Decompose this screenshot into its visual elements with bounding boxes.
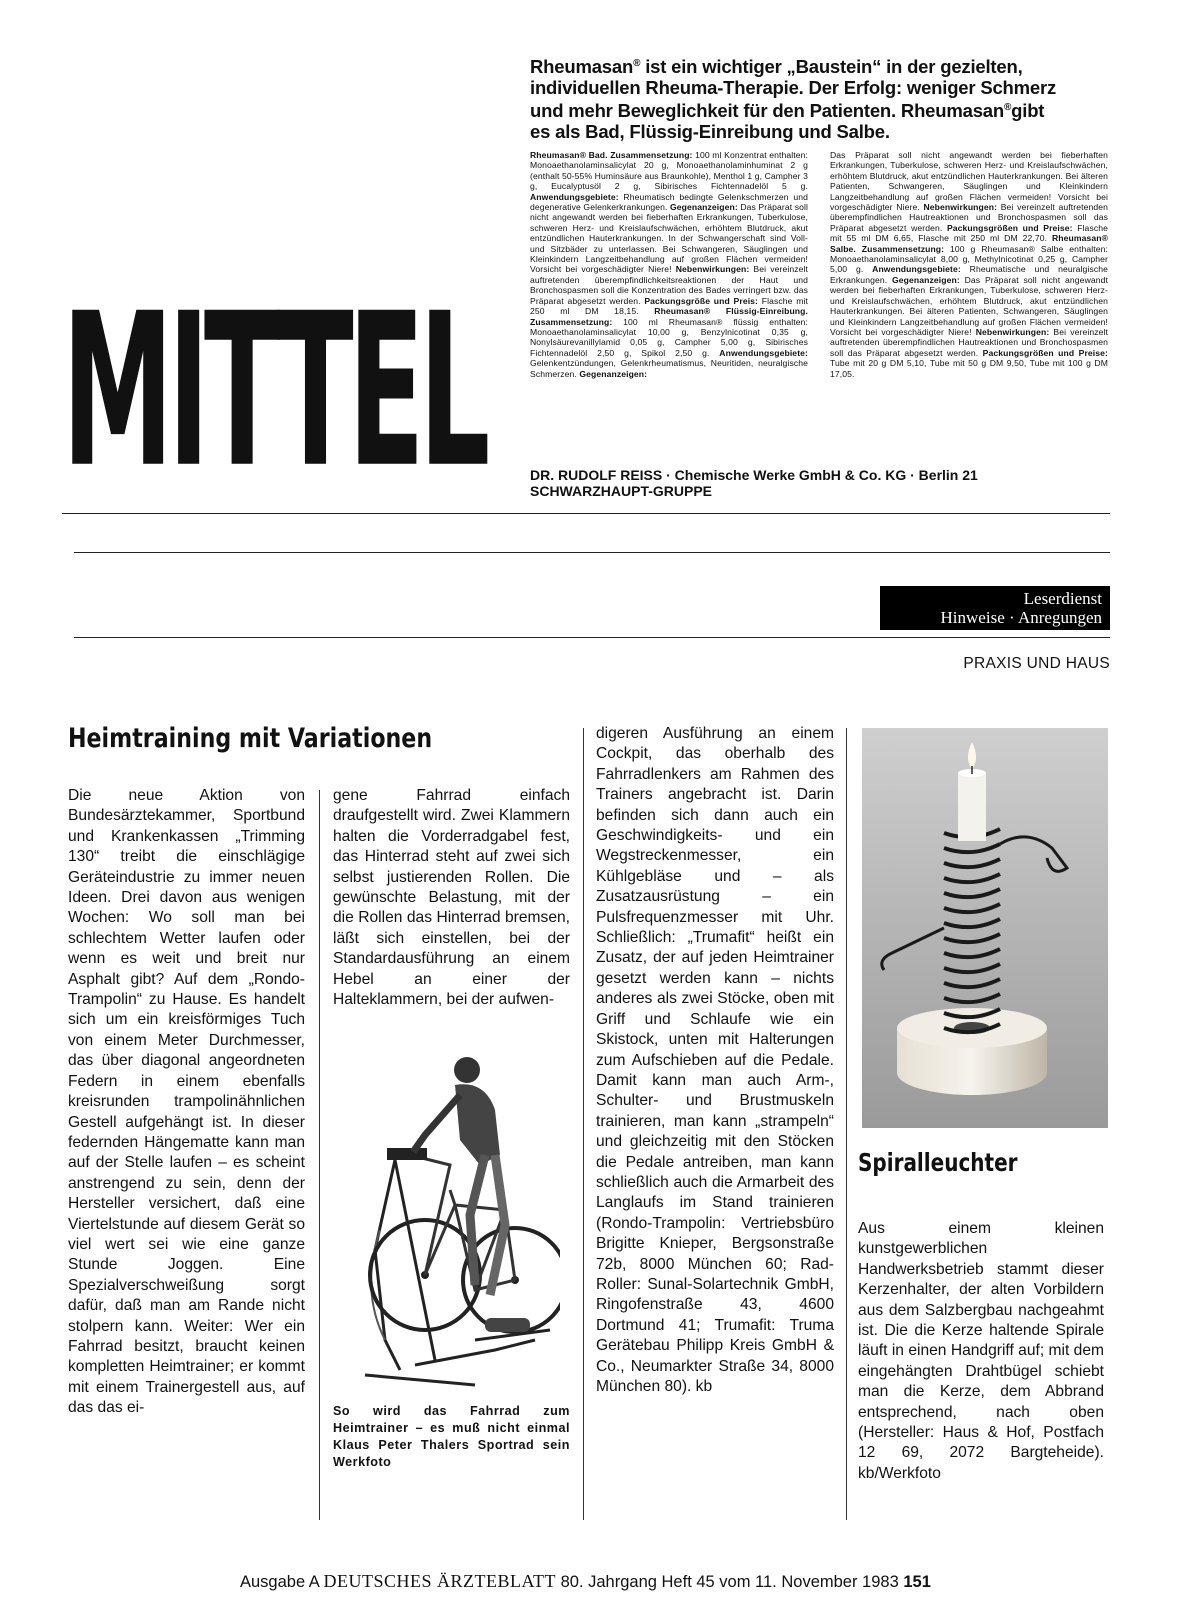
fineprint-heading: Nebenwirkungen: <box>975 326 1050 337</box>
fineprint-text: Bei vereinzelt auftretenden überempfindlichen Hautreaktionen und Bronchospasmen soll das Präparat abgesetzt werden. <box>830 202 1108 233</box>
fineprint-text: Flasche mit 55 ml DM 6,65, Flasche mit 250 ml DM 22,70. <box>830 222 1108 244</box>
ad-headline-text: individuellen Rheuma-Therapie. Der Erfolg: weniger Schmerz <box>530 76 1057 98</box>
fineprint-heading: Nebenwirkungen: <box>923 202 998 213</box>
footer-page-number: 151 <box>903 1573 931 1591</box>
fineprint-text: Das Präparat soll nicht angewandt werden bei fieberhaften Erkrankungen, Tuberkulose, schweren Herz- und Kreislaufschwächen, erhöhtem Blutdruck, akut entzündlichen Hauterkrankungen. Bei älteren Patienten, Schwangeren, Säuglingen und Kleinkindern Langzeitbehandlung auf großen Flächen vermeiden! Vorsicht bei vorgeschädigter Niere. <box>830 150 1108 213</box>
divider <box>74 552 1110 553</box>
ad-headline <box>530 54 1110 142</box>
fineprint-text: 100 ml Rheumasan® flüssig enthalten: Monoaethanolaminsalicylat 10,00 g, Benzylnicotinat 0,35 g, Nonylsäurevanillylamid 0,05 g, Campher 5,00 g, Sibirisches Fichtennadelöl 2,50 g, Spikol 2,50 g. <box>530 316 808 358</box>
candle-holder-photo <box>862 728 1108 1128</box>
fineprint-text: Gelenkentzündungen, Gelenkrheumatismus, Neuritiden, neuralgische Schmerzen. <box>530 358 808 379</box>
fineprint-heading: Anwendungsgebiete: <box>530 191 619 202</box>
ad-fineprint-right <box>830 150 1108 379</box>
leserdienst-badge <box>880 586 1110 630</box>
ad-headline-text: es als Bad, Flüssig-Einreibung und Salbe. <box>530 120 890 142</box>
fineprint-text: Tube mit 20 g DM 5,10, Tube mit 50 g DM 9,50, Tube mit 100 g DM 17,05. <box>830 358 1108 379</box>
ad-headline-line <box>530 98 1110 122</box>
fineprint-text: 100 g Rheumasan® Salbe enthalten: Monoaethanolaminsalicylat 8,00 g, Methylnicotinat 0,25 g, Campher 5,00 g. <box>830 243 1108 275</box>
sidebar-article-body: Aus einem kleinen kunstgewerblichen Handwerksbetrieb stammt dieser Kerzenhalter, der alten Vorbildern aus dem Salzbergbau nachgeahmt ist. Die die Kerze haltende Spirale läuft in einen Handgriff auf; mit dem eingehängten Drahtbügel schiebt man die Kerze, dem Abbrand entsprechend, nach oben (Hersteller: Haus & Hof, Postfach 12 69, 2072 Bargteheide). kb/Werkfoto <box>858 1220 1104 1482</box>
article-column-3: digeren Ausführung an einem Cockpit, das oberhalb des Fahrradlenkers am Rahmen des Trainers angebracht ist. Darin befinden sich dann auch ein Geschwindigkeits- und ein Wegstreckenmesser, ein Kühlgebläse und – als Zusatzausrüstung – ein Pulsfrequenzmesser mit Uhr. Schließlich: „Trumafit“ heißt ein Zusatz, der auf jeden Heimtrainer gesetzt werden kann – nichts anderes als zwei Stöcke, oben mit Griff und Schlaufe wie ein Skistock, unten mit Halterungen zum Aufschieben auf die Pedale. Damit kann man auch Arm-, Schulter- und Brustmuskeln trainieren, man kann „strampeln“ und gleichzeitig mit den Stöcken die Pedale antreiben, man kann schließlich auch die Armarbeit des Langlaufs im Stand trainieren (Rondo-Trampolin: Vertriebsbüro Brigitte Knieper, Bergsonstraße 72b, 8000 München 60; Rad-Roller: Sunal-Solartechnik GmbH, Ringofenstraße 43, 4600 Dortmund 41; Trumafit: Truma Gerätebau Philipp Kreis GmbH & Co., Neumarkter Straße 34, 8000 München 80). kb <box>596 725 834 1395</box>
photo-caption: So wird das Fahrrad zum Heimtrainer – es muß nicht einmal Klaus Peter Thalers Sportrad sein Werkfoto <box>333 1404 570 1469</box>
divider <box>62 513 1110 514</box>
ad-headline-line <box>530 122 1110 143</box>
ad-company-line1: DR. RUDOLF REISS · Chemische Werke GmbH & Co. KG · Berlin 21 <box>530 467 978 483</box>
fineprint-heading: Gegenanzeigen: <box>892 274 960 285</box>
fineprint-heading: Nebenwirkungen: <box>675 264 750 275</box>
fineprint-text: Bei vereinzelt auftretenden überempfindlichkeitsreaktionen der Haut und Bronchospasmen soll die Konzentration des Bades verringert bzw. das Präparat abgesetzt werden. <box>530 264 808 306</box>
article-title: Heimtraining mit Variationen <box>68 723 433 754</box>
fineprint-heading: Rheumasan® Bad. Zusammensetzung: <box>530 150 693 160</box>
ad-headline-line <box>530 78 1110 99</box>
ad-company <box>530 467 1110 499</box>
leserdienst-subtitle: Hinweise · Anregungen <box>940 608 1102 627</box>
fineprint-heading: Packungsgrößen und Preise: <box>946 222 1073 233</box>
ad-headline-text: Rheumasan <box>530 56 634 78</box>
section-category: PRAXIS UND HAUS <box>963 655 1110 672</box>
fineprint-text: Bei vereinzelt auftretenden überempfindlichen Hautreaktionen und Bronchospasmen soll das Präparat abgesetzt werden. <box>830 326 1108 358</box>
fineprint-text: Rheumatisch bedingte Gelenkschmerzen und degenerative Gelenkerkrankungen. <box>530 191 808 213</box>
fineprint-heading: Gegenanzeigen: <box>670 202 738 213</box>
column-rule <box>319 790 320 1520</box>
fineprint-heading: Rheumasan® Flüssig-Einreibung. Zusammensetzung: <box>530 306 808 327</box>
footer-edition: Ausgabe A <box>240 1573 319 1591</box>
footer-journal: DEUTSCHES ÄRZTEBLATT <box>323 1571 557 1591</box>
fineprint-heading: Anwendungsgebiete: <box>719 347 808 358</box>
column-rule <box>583 728 584 1520</box>
bike-trainer-photo <box>355 1040 560 1395</box>
ad-headline-line <box>530 54 1110 78</box>
ad-headline-text: und mehr Beweglichkeit für den Patienten. Rheumasan <box>530 100 1004 122</box>
fineprint-text: Rheumatische und neuralgische Erkrankungen. <box>830 264 1109 285</box>
page-footer <box>240 1571 1110 1592</box>
fineprint-heading: Rheumasan® Salbe. Zusammensetzung: <box>830 233 1108 254</box>
ad-big-word-text: MITTEL <box>62 285 485 500</box>
leserdienst-title: Leserdienst <box>1023 589 1102 608</box>
column-rule <box>846 728 847 1520</box>
fineprint-text: Das Präparat soll nicht angewandt werden bei fieberhaften Erkrankungen, Tuberkulose, schweren Herz- und Kreislaufschwächen, erhöhtem Blutdruck, akut entzündlichen Hauterkrankungen. Bei älteren Patienten, Schwangeren, Säuglingen und Kleinkindern Langzeitbehandlung auf großen Flächen vermeiden! Vorsicht bei vorgeschädigter Niere! <box>830 274 1108 337</box>
fineprint-text: Das Präparat soll nicht angewandt werden bei fieberhaften Erkrankungen, Tuberkulose, schweren Herz- und Kreislaufschwächen, erhöhtem Blutdruck, akut entzündlichen Hauterkrankungen. In der Schwangerschaft sind Voll- und Sitzbäder zu unterlassen. Bei Schwangeren, Säuglingen und Kleinkindern Langzeitbehandlung auf großen Flächen vermeiden! Vorsicht bei vorgeschädigter Niere! <box>530 202 809 275</box>
ad-fineprint-left <box>530 150 808 379</box>
ad-headline-text: ist ein wichtiger „Baustein“ in der gezielten, <box>640 56 1023 78</box>
fineprint-heading: Packungsgröße und Preis: <box>644 295 759 306</box>
article-column-1: Die neue Aktion von Bundesärztekammer, Sportbund und Krankenkassen „Trimming 130“ treibt die einschlägige Geräteindustrie zu immer neuen Ideen. Drei davon aus wenigen Wochen: Wo soll man bei schlechtem Wetter laufen oder wenn es weit und breit nur Asphalt gibt? Auf dem „Rondo-Trampolin“ zu Hause. Es handelt sich um ein kreisförmiges Tuch von einem Meter Durchmesser, das über diagonal angeordneten Federn in einem ebenfalls kreisrunden trampolinähnlichen Gestell aufgehängt ist. In dieser federnden Hängematte kann man auf der Stelle laufen – es scheint anstrengend zu sein, denn der Hersteller versichert, daß eine Viertelstunde auf diesem Gerät so viel wert sei wie eine ganze Stunde Joggen. Eine Spezialverschweißung sorgt dafür, daß man am Rande nicht stolpern kann. Weiter: Wer ein Fahrrad besitzt, braucht keinen kompletten Heimtrainer; er kommt mit einem Trainergestell aus, auf das das ei- <box>68 787 305 1417</box>
divider <box>74 637 1110 638</box>
fineprint-text: 100 ml Konzentrat enthalten: Monoaethanolaminsalicylat 20 g, Monoaethanolaminhuminat 2 g (enthalt 50-55% Huminsäure aus Braunkohle), Menthol 1 g, Campher 3 g, Eucalyptusöl 2 g, Sibirisches Fichtennadelöl 5 g. <box>530 150 809 192</box>
ad-company-line2: SCHWARZHAUPT-GRUPPE <box>530 483 713 499</box>
article-column-2: gene Fahrrad einfach draufgestellt wird. Zwei Klammern halten die Vorderradgabel fest, das Hinterrad steht auf zwei sich selbst justierenden Rollen. Die gewünschte Belastung, mit der die Rollen das Hinterrad bremsen, läßt sich einstellen, bei der Standardausführung an einem Hebel an einer der Halteklammern, bei der aufwen- <box>333 787 570 1009</box>
fineprint-heading: Anwendungsgebiete: <box>872 264 961 275</box>
ad-big-word <box>62 285 502 500</box>
fineprint-heading: Gegenanzeigen: <box>579 368 648 379</box>
registered-mark: ® <box>1003 102 1012 114</box>
ad-headline-text: gibt <box>1011 100 1045 122</box>
footer-issue: 80. Jahrgang Heft 45 vom 11. November 1983 <box>560 1573 899 1591</box>
fineprint-heading: Packungsgrößen und Preise: <box>982 347 1108 358</box>
fineprint-text: Flasche mit 250 ml DM 18,15. <box>530 295 808 317</box>
sidebar-article-title: Spiralleuchter <box>858 1148 1018 1177</box>
registered-mark: ® <box>633 58 641 69</box>
